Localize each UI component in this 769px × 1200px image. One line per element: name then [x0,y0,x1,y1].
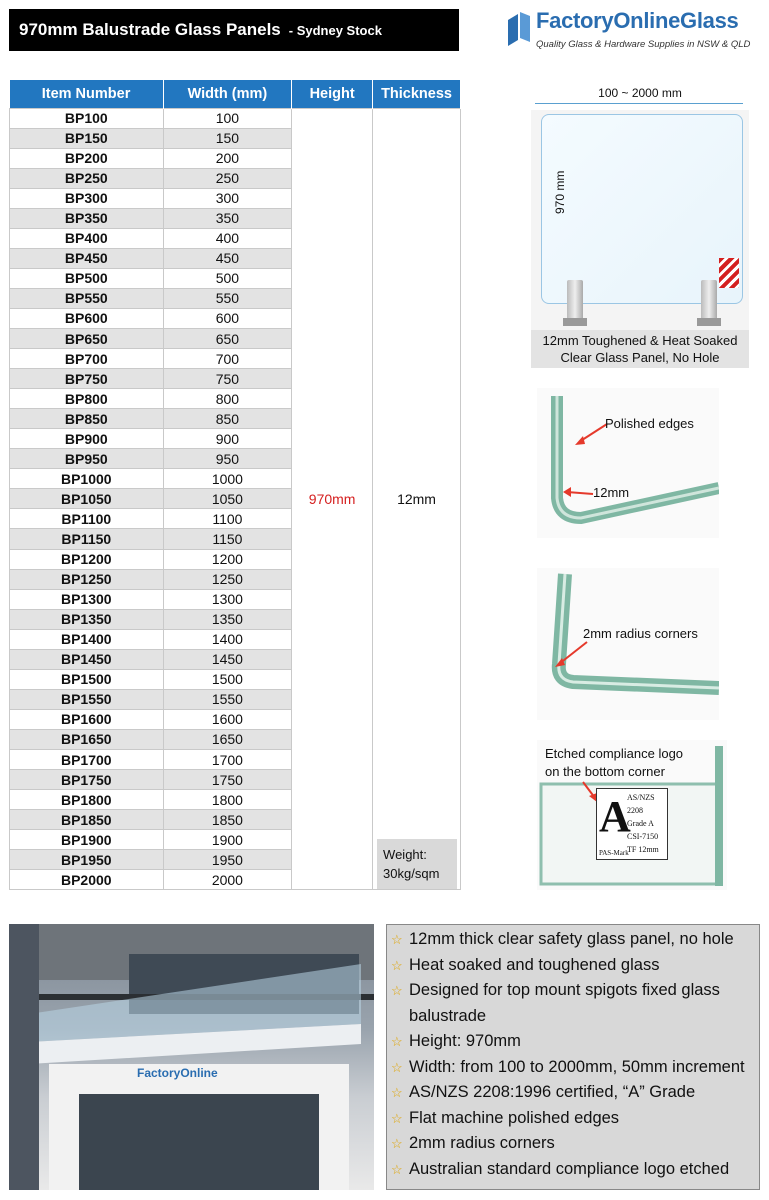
table-row [10,108,461,128]
width-cell: 200 [163,148,292,168]
width-cell: 350 [163,208,292,228]
star-icon: ☆ [391,1161,403,1177]
compliance-logo-icon [719,258,739,288]
page-title: 970mm Balustrade Glass Panels [19,20,281,39]
width-cell: 100 [163,108,292,128]
width-cell: 1850 [163,810,292,830]
item-number-cell: BP2000 [10,870,164,890]
width-cell: 800 [163,389,292,409]
width-cell: 900 [163,429,292,449]
width-cell: 300 [163,188,292,208]
item-number-cell: BP750 [10,369,164,389]
glass-panel-shape [541,114,743,304]
star-icon: ☆ [391,1059,403,1075]
width-cell: 1800 [163,790,292,810]
height-dimension-label: 970 mm [553,170,567,214]
item-number-cell: BP1050 [10,489,164,509]
cert-line-4: CSI-7150 [627,832,659,841]
weight-label: Weight: [383,847,427,863]
item-number-cell: BP250 [10,168,164,188]
feature-item [391,1055,759,1081]
etched-label-line-2: on the bottom corner [545,764,665,779]
item-number-cell: BP1850 [10,810,164,830]
features-list [386,924,760,1190]
weight-value: 30kg/sqm [383,866,440,882]
feature-item [391,1106,759,1132]
item-number-cell: BP300 [10,188,164,208]
item-number-cell: BP1450 [10,649,164,669]
width-cell: 650 [163,329,292,349]
width-cell: 500 [163,268,292,288]
star-icon: ☆ [391,957,403,973]
item-number-cell: BP1300 [10,589,164,609]
item-number-cell: BP450 [10,248,164,268]
width-cell: 750 [163,369,292,389]
width-cell: 1400 [163,629,292,649]
width-cell: 1200 [163,549,292,569]
width-cell: 400 [163,228,292,248]
feature-text: Designed for top mount spigots fixed glass balustrade [409,981,720,1025]
building-illustration [9,924,374,1190]
col-thickness: Thickness [373,80,461,108]
item-number-cell: BP800 [10,389,164,409]
item-number-cell: BP1000 [10,469,164,489]
radius-corner-photo [537,568,719,720]
thickness-cell [373,108,461,890]
feature-text: 12mm thick clear safety glass panel, no hole [409,930,734,948]
width-cell: 1450 [163,649,292,669]
feature-item [391,1080,759,1106]
item-number-cell: BP1400 [10,629,164,649]
feature-item [391,927,759,953]
brand-tagline: Quality Glass & Hardware Supplies in NSW & QLD [536,39,751,50]
width-cell: 2000 [163,870,292,890]
radius-corner-illustration [537,568,719,720]
caption-line-2: Clear Glass Panel, No Hole [560,350,720,365]
feature-item [391,953,759,979]
width-range-label: 100 ~ 2000 mm [598,86,682,100]
width-cell: 1250 [163,569,292,589]
width-cell: 250 [163,168,292,188]
width-cell: 1950 [163,850,292,870]
item-number-cell: BP1250 [10,569,164,589]
cert-line-1: AS/NZS [627,793,655,802]
feature-item [391,1157,759,1183]
building-sign: FactoryOnline [137,1066,218,1080]
cert-text-block [627,791,659,856]
item-number-cell: BP1200 [10,549,164,569]
thickness-value: 12mm [397,490,436,507]
cert-line-2: 2208 [627,806,643,815]
panel-caption [531,330,749,368]
table-header-row [10,80,461,108]
feature-text: Heat soaked and toughened glass [409,955,660,974]
item-number-cell: BP900 [10,429,164,449]
feature-text: Width: from 100 to 2000mm, 50mm increment [409,1057,745,1076]
etched-label-line-1: Etched compliance logo [545,746,684,761]
item-number-cell: BP1600 [10,709,164,729]
cert-mark-label: PAS-Mark [599,849,629,857]
item-number-cell: BP1650 [10,729,164,749]
item-number-cell: BP1550 [10,689,164,709]
item-number-cell: BP1750 [10,770,164,790]
caption-line-1: 12mm Toughened & Heat Soaked [542,333,738,348]
star-icon: ☆ [391,1034,403,1049]
title-bar [9,9,459,51]
thickness-label: 12mm [593,485,630,500]
spigot-base-left [563,318,587,326]
width-dimension-line [535,103,743,104]
item-number-cell: BP850 [10,409,164,429]
star-icon: ☆ [391,1136,403,1151]
width-cell: 1100 [163,509,292,529]
item-number-cell: BP1100 [10,509,164,529]
feature-text: Australian standard compliance logo etched [409,1159,730,1178]
item-number-cell: BP1800 [10,790,164,810]
feature-text: Height: 970mm [409,1032,521,1050]
cert-letter: A [599,792,631,841]
item-number-cell: BP400 [10,228,164,248]
item-number-cell: BP950 [10,449,164,469]
item-number-cell: BP600 [10,308,164,328]
width-cell: 600 [163,308,292,328]
spec-table-body [10,108,461,890]
feature-item [391,978,759,1029]
item-number-cell: BP1350 [10,609,164,629]
spec-table [9,80,461,890]
glass-edge-illustration [537,388,719,538]
width-cell: 700 [163,349,292,369]
spigot-base-right [697,318,721,326]
width-cell: 1650 [163,729,292,749]
cert-line-5: TF 12mm [627,845,659,854]
width-cell: 1150 [163,529,292,549]
balcony-photo [9,924,374,1190]
width-cell: 1050 [163,489,292,509]
width-cell: 1350 [163,609,292,629]
width-cell: 550 [163,288,292,308]
etched-logo-photo [537,740,727,890]
panel-diagram [531,86,749,368]
width-cell: 950 [163,449,292,469]
star-icon: ☆ [391,932,403,947]
star-icon: ☆ [391,1110,403,1126]
weight-box [377,839,457,889]
star-icon: ☆ [391,983,403,998]
item-number-cell: BP100 [10,108,164,128]
col-height: Height [292,80,373,108]
feature-item [391,1029,759,1055]
item-number-cell: BP350 [10,208,164,228]
item-number-cell: BP500 [10,268,164,288]
page-subtitle: - Sydney Stock [288,22,382,38]
height-cell: 970mm [292,108,373,890]
width-cell: 1600 [163,709,292,729]
item-number-cell: BP1500 [10,669,164,689]
cert-line-3: Grade A [627,819,654,828]
width-cell: 1750 [163,770,292,790]
width-cell: 450 [163,248,292,268]
col-item-number: Item Number [10,80,164,108]
width-cell: 1550 [163,689,292,709]
brand-name: FactoryOnlineGlass [536,8,739,33]
feature-text: Flat machine polished edges [409,1108,620,1127]
col-width: Width (mm) [163,80,292,108]
polished-edge-photo [537,388,719,538]
item-number-cell: BP200 [10,148,164,168]
glass-panel-icon [508,12,530,46]
brand-logo[interactable] [508,8,763,58]
radius-corners-label: 2mm radius corners [583,626,698,641]
item-number-cell: BP550 [10,288,164,308]
compliance-certificate [596,788,668,860]
star-icon: ☆ [391,1085,403,1100]
width-cell: 850 [163,409,292,429]
polished-edges-label: Polished edges [605,416,694,431]
feature-item [391,1131,759,1157]
item-number-cell: BP1150 [10,529,164,549]
width-cell: 1000 [163,469,292,489]
width-cell: 1300 [163,589,292,609]
item-number-cell: BP1950 [10,850,164,870]
item-number-cell: BP650 [10,329,164,349]
panel-illustration [531,110,749,330]
item-number-cell: BP1900 [10,830,164,850]
item-number-cell: BP700 [10,349,164,369]
feature-text: 2mm radius corners [409,1134,555,1152]
item-number-cell: BP150 [10,128,164,148]
width-cell: 150 [163,128,292,148]
feature-text: AS/NZS 2208:1996 certified, “A” Grade [409,1083,696,1101]
width-cell: 1700 [163,750,292,770]
width-cell: 1900 [163,830,292,850]
width-cell: 1500 [163,669,292,689]
item-number-cell: BP1700 [10,750,164,770]
